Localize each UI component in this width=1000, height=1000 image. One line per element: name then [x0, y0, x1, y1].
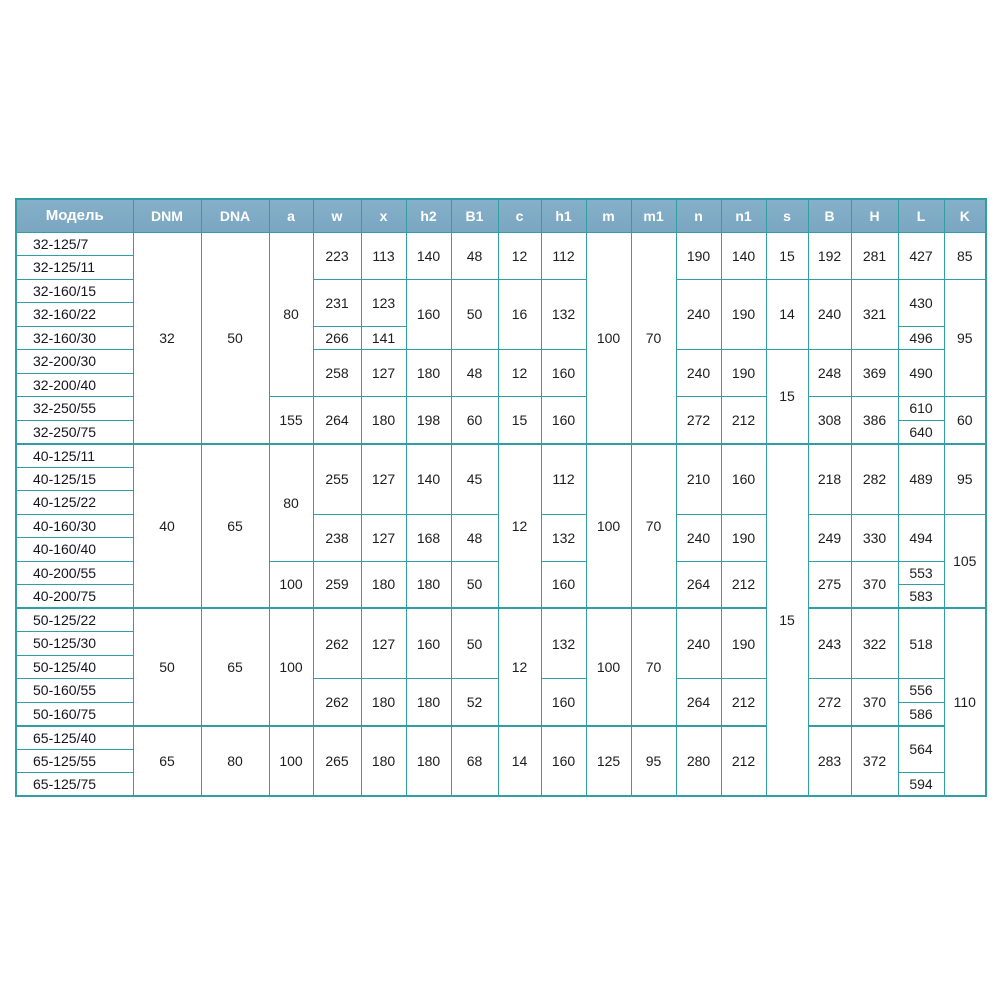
model-cell: 40-200/55 — [16, 561, 133, 585]
model-cell: 40-160/40 — [16, 538, 133, 562]
column-header-DNA: DNA — [201, 199, 269, 232]
spec-value-cell: 494 — [898, 514, 944, 561]
spec-value-cell: 140 — [406, 232, 451, 279]
spec-value-cell: 160 — [541, 350, 586, 397]
model-cell: 32-200/40 — [16, 373, 133, 397]
spec-value-cell: 140 — [406, 444, 451, 515]
spec-value-cell: 12 — [498, 350, 541, 397]
spec-value-cell: 564 — [898, 726, 944, 773]
spec-value-cell: 275 — [808, 561, 851, 608]
spec-value-cell: 12 — [498, 608, 541, 726]
model-cell: 65-125/75 — [16, 773, 133, 797]
model-cell: 40-125/22 — [16, 491, 133, 515]
spec-value-cell: 308 — [808, 397, 851, 444]
spec-value-cell: 112 — [541, 444, 586, 515]
spec-value-cell: 370 — [851, 561, 898, 608]
spec-value-cell: 100 — [269, 561, 313, 608]
spec-value-cell: 141 — [361, 326, 406, 350]
spec-value-cell: 100 — [269, 608, 313, 726]
spec-value-cell: 113 — [361, 232, 406, 279]
spec-value-cell: 496 — [898, 326, 944, 350]
spec-value-cell: 60 — [944, 397, 986, 444]
spec-value-cell: 231 — [313, 279, 361, 326]
spec-value-cell: 48 — [451, 350, 498, 397]
model-cell: 40-125/15 — [16, 467, 133, 491]
spec-value-cell: 15 — [766, 350, 808, 444]
spec-value-cell: 110 — [944, 608, 986, 796]
spec-value-cell: 14 — [498, 726, 541, 797]
spec-value-cell: 243 — [808, 608, 851, 679]
model-cell: 50-125/22 — [16, 608, 133, 632]
spec-value-cell: 12 — [498, 444, 541, 609]
spec-value-cell: 372 — [851, 726, 898, 797]
spec-value-cell: 52 — [451, 679, 498, 726]
spec-value-cell: 180 — [406, 350, 451, 397]
spec-value-cell: 68 — [451, 726, 498, 797]
spec-value-cell: 65 — [133, 726, 201, 797]
spec-value-cell: 212 — [721, 726, 766, 797]
spec-value-cell: 95 — [631, 726, 676, 797]
spec-value-cell: 70 — [631, 444, 676, 609]
spec-value-cell: 258 — [313, 350, 361, 397]
spec-value-cell: 125 — [586, 726, 631, 797]
spec-value-cell: 190 — [721, 608, 766, 679]
spec-value-cell: 262 — [313, 679, 361, 726]
spec-value-cell: 50 — [451, 608, 498, 679]
column-header-w: w — [313, 199, 361, 232]
spec-value-cell: 160 — [541, 726, 586, 797]
spec-value-cell: 190 — [721, 279, 766, 350]
spec-value-cell: 50 — [451, 561, 498, 608]
spec-value-cell: 272 — [808, 679, 851, 726]
spec-value-cell: 198 — [406, 397, 451, 444]
model-cell: 40-125/11 — [16, 444, 133, 468]
spec-value-cell: 489 — [898, 444, 944, 515]
spec-value-cell: 553 — [898, 561, 944, 585]
table-row — [16, 608, 986, 632]
table-header — [16, 199, 986, 232]
spec-value-cell: 65 — [201, 608, 269, 726]
spec-value-cell: 369 — [851, 350, 898, 397]
spec-value-cell: 16 — [498, 279, 541, 350]
spec-value-cell: 556 — [898, 679, 944, 703]
table-row — [16, 232, 986, 256]
model-cell: 40-160/30 — [16, 514, 133, 538]
model-cell: 32-160/22 — [16, 303, 133, 327]
spec-value-cell: 272 — [676, 397, 721, 444]
spec-value-cell: 127 — [361, 514, 406, 561]
column-header-L: L — [898, 199, 944, 232]
column-header-H: H — [851, 199, 898, 232]
column-header-h2: h2 — [406, 199, 451, 232]
spec-value-cell: 160 — [721, 444, 766, 515]
spec-value-cell: 132 — [541, 514, 586, 561]
column-header-m: m — [586, 199, 631, 232]
spec-value-cell: 386 — [851, 397, 898, 444]
column-header-a: a — [269, 199, 313, 232]
spec-value-cell: 80 — [201, 726, 269, 797]
spec-value-cell: 212 — [721, 679, 766, 726]
spec-value-cell: 132 — [541, 608, 586, 679]
spec-value-cell: 32 — [133, 232, 201, 444]
spec-value-cell: 262 — [313, 608, 361, 679]
spec-value-cell: 140 — [721, 232, 766, 279]
column-header-n1: n1 — [721, 199, 766, 232]
spec-value-cell: 65 — [201, 444, 269, 609]
model-cell: 32-250/55 — [16, 397, 133, 421]
spec-value-cell: 123 — [361, 279, 406, 326]
spec-value-cell: 60 — [451, 397, 498, 444]
spec-value-cell: 180 — [406, 679, 451, 726]
spec-value-cell: 249 — [808, 514, 851, 561]
spec-value-cell: 105 — [944, 514, 986, 608]
spec-value-cell: 12 — [498, 232, 541, 279]
column-header-m1: m1 — [631, 199, 676, 232]
spec-value-cell: 430 — [898, 279, 944, 326]
spec-value-cell: 180 — [361, 397, 406, 444]
spec-value-cell: 240 — [676, 608, 721, 679]
spec-value-cell: 255 — [313, 444, 361, 515]
spec-value-cell: 240 — [676, 279, 721, 350]
spec-value-cell: 190 — [721, 514, 766, 561]
spec-value-cell: 259 — [313, 561, 361, 608]
spec-value-cell: 518 — [898, 608, 944, 679]
spec-value-cell: 180 — [406, 561, 451, 608]
column-header-K: K — [944, 199, 986, 232]
spec-value-cell: 15 — [498, 397, 541, 444]
spec-value-cell: 127 — [361, 444, 406, 515]
spec-value-cell: 15 — [766, 444, 808, 797]
model-cell: 32-250/75 — [16, 420, 133, 444]
spec-value-cell: 264 — [313, 397, 361, 444]
spec-value-cell: 264 — [676, 679, 721, 726]
spec-value-cell: 160 — [406, 279, 451, 350]
spec-value-cell: 127 — [361, 608, 406, 679]
spec-value-cell: 80 — [269, 232, 313, 397]
model-cell: 65-125/55 — [16, 749, 133, 773]
spec-value-cell: 190 — [721, 350, 766, 397]
spec-value-cell: 85 — [944, 232, 986, 279]
spec-value-cell: 212 — [721, 397, 766, 444]
column-header-B1: B1 — [451, 199, 498, 232]
table-body — [16, 232, 986, 796]
spec-value-cell: 282 — [851, 444, 898, 515]
spec-value-cell: 48 — [451, 232, 498, 279]
spec-value-cell: 50 — [133, 608, 201, 726]
spec-value-cell: 281 — [851, 232, 898, 279]
spec-value-cell: 70 — [631, 232, 676, 444]
spec-value-cell: 132 — [541, 279, 586, 350]
spec-value-cell: 594 — [898, 773, 944, 797]
spec-value-cell: 100 — [269, 726, 313, 797]
spec-value-cell: 223 — [313, 232, 361, 279]
spec-value-cell: 14 — [766, 279, 808, 350]
spec-value-cell: 180 — [406, 726, 451, 797]
column-header-s: s — [766, 199, 808, 232]
spec-value-cell: 240 — [676, 514, 721, 561]
model-cell: 32-125/7 — [16, 232, 133, 256]
spec-value-cell: 100 — [586, 444, 631, 609]
spec-value-cell: 248 — [808, 350, 851, 397]
model-cell: 50-160/75 — [16, 702, 133, 726]
spec-value-cell: 265 — [313, 726, 361, 797]
spec-value-cell: 330 — [851, 514, 898, 561]
table-header-row — [16, 199, 986, 232]
model-cell: 65-125/40 — [16, 726, 133, 750]
model-cell: 32-160/15 — [16, 279, 133, 303]
spec-value-cell: 212 — [721, 561, 766, 608]
spec-value-cell: 100 — [586, 232, 631, 444]
spec-value-cell: 168 — [406, 514, 451, 561]
column-header-x: x — [361, 199, 406, 232]
spec-value-cell: 321 — [851, 279, 898, 350]
spec-value-cell: 266 — [313, 326, 361, 350]
spec-value-cell: 280 — [676, 726, 721, 797]
table-row — [16, 726, 986, 750]
spec-value-cell: 640 — [898, 420, 944, 444]
spec-value-cell: 95 — [944, 279, 986, 397]
spec-value-cell: 45 — [451, 444, 498, 515]
model-cell: 50-160/55 — [16, 679, 133, 703]
spec-value-cell: 264 — [676, 561, 721, 608]
spec-value-cell: 240 — [676, 350, 721, 397]
spec-value-cell: 48 — [451, 514, 498, 561]
spec-value-cell: 322 — [851, 608, 898, 679]
table-row — [16, 444, 986, 468]
spec-value-cell: 127 — [361, 350, 406, 397]
spec-value-cell: 100 — [586, 608, 631, 726]
spec-value-cell: 190 — [676, 232, 721, 279]
spec-value-cell: 160 — [541, 561, 586, 608]
spec-value-cell: 50 — [451, 279, 498, 350]
spec-value-cell: 180 — [361, 679, 406, 726]
spec-value-cell: 240 — [808, 279, 851, 350]
column-header-h1: h1 — [541, 199, 586, 232]
spec-value-cell: 370 — [851, 679, 898, 726]
column-header-B: B — [808, 199, 851, 232]
column-header-DNM: DNM — [133, 199, 201, 232]
spec-value-cell: 283 — [808, 726, 851, 797]
spec-value-cell: 160 — [541, 397, 586, 444]
pump-spec-table-container — [15, 198, 985, 797]
column-header-n: n — [676, 199, 721, 232]
spec-value-cell: 210 — [676, 444, 721, 515]
model-cell: 32-200/30 — [16, 350, 133, 374]
model-cell: 32-125/11 — [16, 256, 133, 280]
spec-value-cell: 427 — [898, 232, 944, 279]
spec-value-cell: 160 — [541, 679, 586, 726]
spec-value-cell: 112 — [541, 232, 586, 279]
spec-value-cell: 50 — [201, 232, 269, 444]
spec-value-cell: 180 — [361, 726, 406, 797]
spec-value-cell: 583 — [898, 585, 944, 609]
spec-value-cell: 95 — [944, 444, 986, 515]
spec-value-cell: 80 — [269, 444, 313, 562]
spec-value-cell: 490 — [898, 350, 944, 397]
spec-value-cell: 192 — [808, 232, 851, 279]
spec-value-cell: 155 — [269, 397, 313, 444]
spec-value-cell: 610 — [898, 397, 944, 421]
spec-value-cell: 218 — [808, 444, 851, 515]
column-header-c: c — [498, 199, 541, 232]
spec-value-cell: 15 — [766, 232, 808, 279]
spec-value-cell: 160 — [406, 608, 451, 679]
spec-value-cell: 70 — [631, 608, 676, 726]
spec-value-cell: 586 — [898, 702, 944, 726]
model-cell: 40-200/75 — [16, 585, 133, 609]
pump-dimensions-table — [15, 198, 987, 797]
spec-value-cell: 238 — [313, 514, 361, 561]
column-header-model: Модель — [16, 199, 133, 232]
spec-value-cell: 40 — [133, 444, 201, 609]
model-cell: 32-160/30 — [16, 326, 133, 350]
spec-value-cell: 180 — [361, 561, 406, 608]
model-cell: 50-125/40 — [16, 655, 133, 679]
model-cell: 50-125/30 — [16, 632, 133, 656]
